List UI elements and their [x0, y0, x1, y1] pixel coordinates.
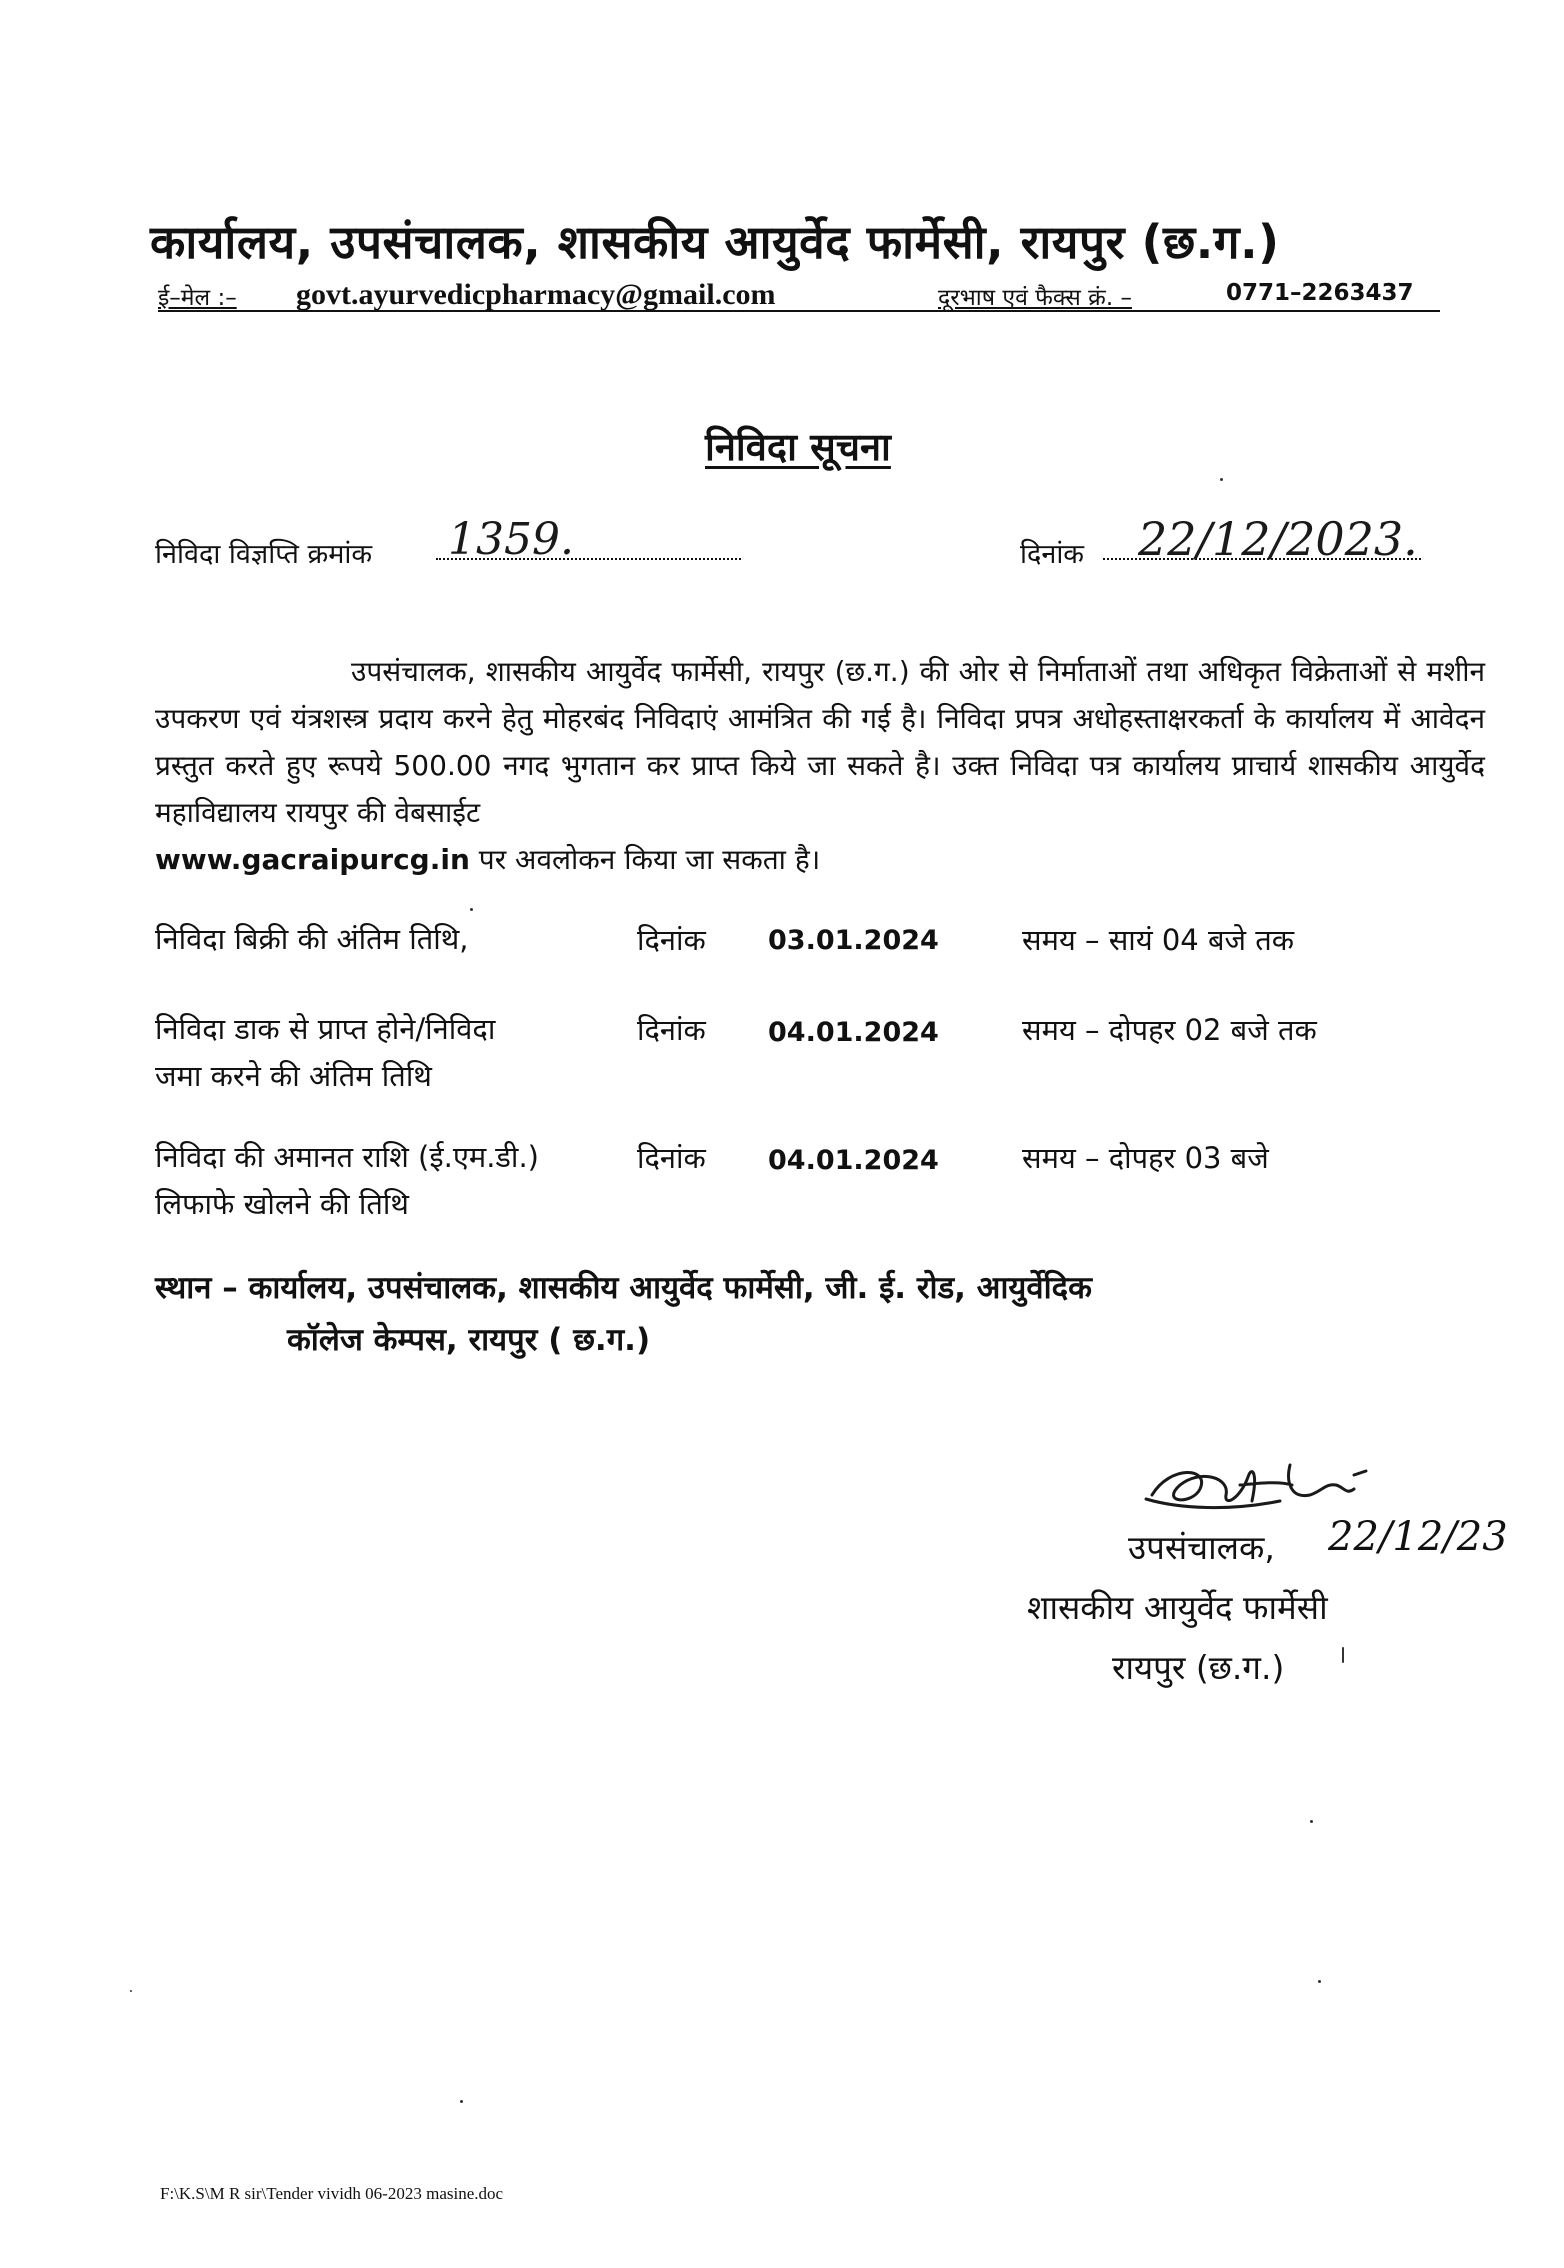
venue-block	[155, 1262, 1092, 1366]
body-text-end: पर अवलोकन किया जा सकता है।	[478, 843, 821, 876]
tender-number-handwritten: 1359.	[448, 514, 574, 565]
body-paragraph	[155, 648, 1485, 883]
website-link-text: www.gacraipurcg.in	[155, 843, 470, 876]
signature-date-handwritten: 22/12/23	[1328, 1514, 1508, 1560]
venue-line-1: स्थान – कार्यालय, उपसंचालक, शासकीय आयुर्वेद फार्मेसी, जी. ई. रोड, आयुर्वेदिक	[155, 1270, 1092, 1306]
schedule-row-3-time: समय – दोपहर 03 बजे	[1022, 1141, 1269, 1175]
office-title: कार्यालय, उपसंचालक, शासकीय आयुर्वेद फार्मेसी, रायपुर (छ.ग.)	[150, 215, 1280, 269]
schedule-row-1-date-label: दिनांक	[637, 923, 706, 957]
scan-speck	[470, 908, 473, 911]
scan-speck	[1318, 1980, 1321, 1983]
schedule-row-1-time: समय – सायं 04 बजे तक	[1022, 923, 1295, 957]
schedule-row-1-label: निविदा बिक्री की अंतिम तिथि,	[155, 922, 469, 956]
body-text: उपसंचालक, शासकीय आयुर्वेद फार्मेसी, रायपुर (छ.ग.) की ओर से निर्माताओं तथा अधिकृत विक्रेताओं से मशीन उपकरण एवं यंत्रशस्त्र प्रदाय करने हेतु मोहरबंद निविदाएं आमंत्रित की गई है। निविदा प्रपत्र अधोहस्ताक्षरकर्ता के कार्यालय में आवेदन प्रस्तुत करते हुए रूपये 500.00 नगद भुगतान कर प्राप्त किये जा सकते है। उक्त निविदा पत्र कार्यालय प्राचार्य शासकीय आयुर्वेद महाविद्यालय रायपुर की वेबसाईट	[155, 655, 1485, 829]
notice-date-label: दिनांक	[1020, 539, 1085, 570]
tender-number-label: निविदा विज्ञप्ति क्रमांक	[155, 539, 373, 570]
scan-speck	[130, 1990, 132, 1992]
scan-speck	[1310, 1820, 1313, 1823]
phone-label: दूरभाष एवं फैक्स क्रं. –	[938, 285, 1132, 311]
scan-speck	[1342, 1647, 1344, 1663]
venue-line-2: कॉलेज केम्पस, रायपुर ( छ.ग.)	[287, 1322, 651, 1358]
signatory-organization: शासकीय आयुर्वेद फार्मेसी	[1027, 1588, 1328, 1627]
scan-speck	[460, 2100, 463, 2103]
phone-number: 0771–2263437	[1226, 280, 1414, 306]
footer-file-path: F:\K.S\M R sir\Tender vividh 06-2023 masine.doc	[160, 2184, 504, 2203]
notice-heading: निविदा सूचना	[705, 425, 891, 469]
schedule-row-3-label-line2: लिफाफे खोलने की तिथि	[155, 1187, 409, 1221]
schedule-row-3-label-line1: निविदा की अमानत राशि (ई.एम.डी.)	[155, 1140, 539, 1174]
schedule-row-2-label-line2: जमा करने की अंतिम तिथि	[155, 1059, 432, 1093]
contact-line	[158, 280, 1440, 312]
schedule-row-2-date-label: दिनांक	[637, 1013, 706, 1047]
schedule-row-2-time: समय – दोपहर 02 बजे तक	[1022, 1013, 1317, 1047]
notice-date-handwritten: 22/12/2023.	[1138, 512, 1418, 566]
schedule-row-3-date-label: दिनांक	[637, 1141, 706, 1175]
schedule-row-3-date: 04.01.2024	[768, 1145, 939, 1176]
scan-speck	[1220, 478, 1223, 481]
schedule-row-2-date: 04.01.2024	[768, 1017, 939, 1048]
schedule-row-1-date: 03.01.2024	[768, 925, 939, 956]
email-address: govt.ayurvedicpharmacy@gmail.com	[296, 278, 776, 311]
email-label: ई–मेल :–	[158, 285, 237, 311]
signatory-role: उपसंचालक,	[1128, 1528, 1275, 1567]
signatory-city: रायपुर (छ.ग.)	[1112, 1648, 1285, 1687]
schedule-row-2-label-line1: निविदा डाक से प्राप्त होने/निविदा	[155, 1012, 496, 1046]
